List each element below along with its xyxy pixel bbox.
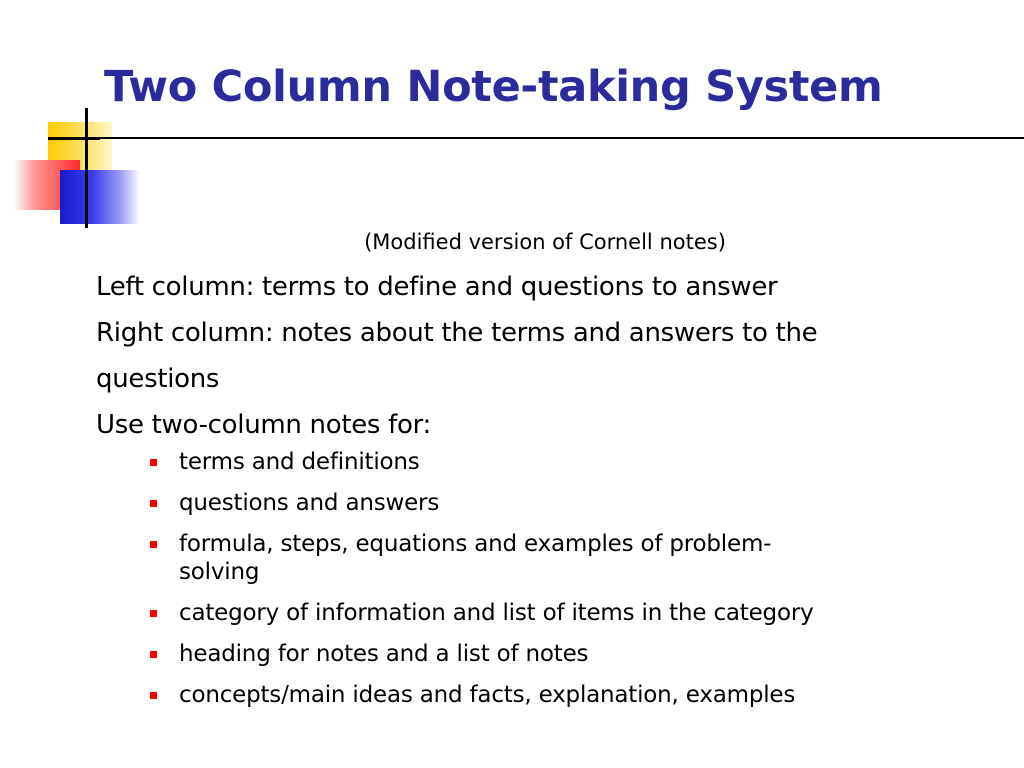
bullet-square-icon: [150, 459, 157, 466]
list-item: [150, 599, 990, 627]
blue-square: [60, 170, 140, 224]
bullet-square-icon: [150, 541, 157, 548]
bullet-square-icon: [150, 500, 157, 507]
title-underline-rule: [98, 137, 1024, 139]
list-item: [150, 681, 990, 709]
bullet-square-icon: [150, 692, 157, 699]
list-item: [150, 640, 990, 668]
body-line-use-for: Use two-column notes for:: [96, 410, 431, 440]
slide-subtitle: (Modified version of Cornell notes): [364, 230, 726, 254]
bullet-square-icon: [150, 651, 157, 658]
bullet-square-icon: [150, 610, 157, 617]
bullet-text-cont: solving: [179, 559, 260, 585]
logo-horizontal-rule: [48, 137, 100, 140]
bullet-text: concepts/main ideas and facts, explanation, examples: [179, 682, 796, 708]
bullet-list: [150, 448, 990, 722]
slide-title: Two Column Note-taking System: [104, 62, 883, 112]
list-item: [150, 489, 990, 517]
list-item: [150, 530, 990, 586]
bullet-text: heading for notes and a list of notes: [179, 641, 589, 667]
body-line-right-column: Right column: notes about the terms and answers to the: [96, 318, 818, 348]
bullet-text: formula, steps, equations and examples of problem-: [179, 531, 772, 557]
bullet-text: questions and answers: [179, 490, 440, 516]
body-text: [96, 264, 996, 448]
decorative-squares-logo: [0, 0, 160, 240]
bullet-text: terms and definitions: [179, 449, 420, 475]
list-item: [150, 448, 990, 476]
body-line-left-column: Left column: terms to define and questions to answer: [96, 272, 778, 302]
bullet-text: category of information and list of items in the category: [179, 600, 814, 626]
vertical-rule: [85, 108, 88, 228]
body-line-right-column-cont: questions: [96, 364, 220, 394]
